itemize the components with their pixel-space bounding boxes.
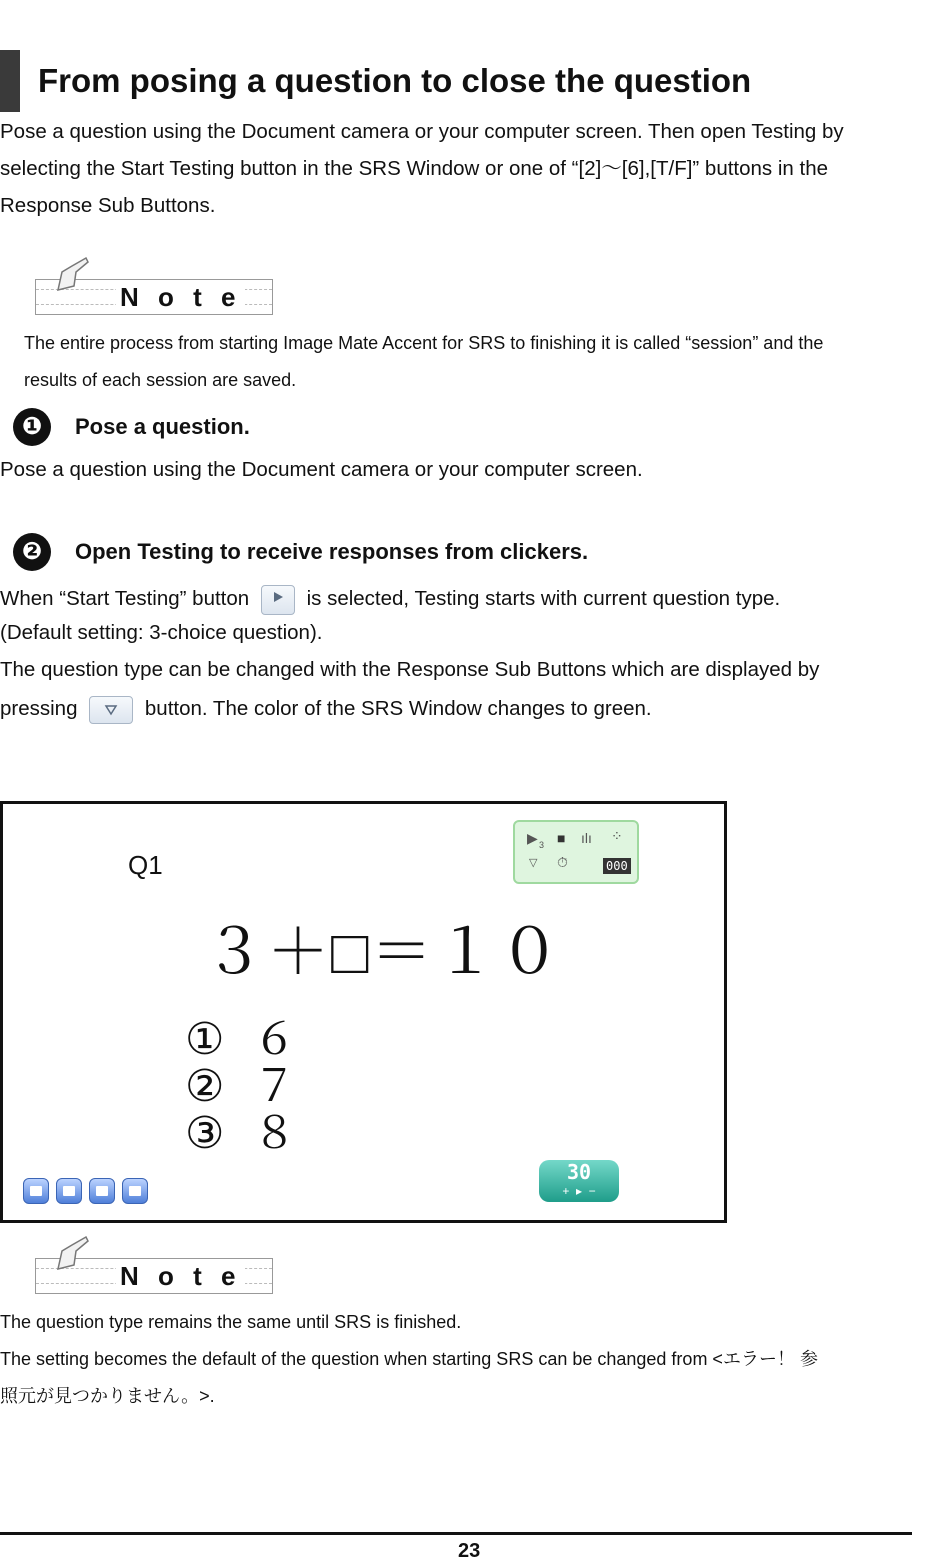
note2-line: The setting becomes the default of the question when starting SRS can be changed from <エラー！ 参: [0, 1349, 818, 1369]
step1-title: Pose a question.: [75, 414, 250, 439]
panel-stop-icon[interactable]: ■: [557, 830, 566, 846]
step2-line1-before: When “Start Testing” button: [0, 587, 250, 610]
footer-rule: [0, 1532, 912, 1535]
choice-item: [185, 1110, 296, 1157]
panel-play-icon[interactable]: ▶: [527, 830, 538, 846]
panel-timer-icon[interactable]: ⏱: [557, 854, 568, 870]
step1-number: ❶: [13, 408, 51, 446]
step2-line4-before: pressing: [0, 697, 78, 720]
play-icon: [271, 590, 285, 604]
note2-text: [0, 1304, 947, 1415]
step2-line3: The question type can be changed with the Response Sub Buttons which are displayed by: [0, 658, 820, 681]
section-heading: From posing a question to close the question: [38, 62, 752, 99]
choice-marker: ②: [185, 1062, 225, 1111]
choice-item: [185, 1016, 296, 1063]
toolbar-button[interactable]: [122, 1178, 148, 1204]
choice-marker: ③: [185, 1109, 225, 1158]
question-equation: ３＋□＝１０: [203, 918, 563, 987]
note1-text: [24, 325, 947, 399]
timer-controls[interactable]: + ▸ −: [562, 1184, 596, 1198]
choice-marker: ①: [185, 1015, 225, 1064]
step2-line1-after: is selected, Testing starts with current question type.: [306, 587, 781, 610]
start-testing-button[interactable]: [261, 585, 295, 615]
triangle-down-icon: [104, 704, 118, 716]
note1-line: results of each session are saved.: [24, 370, 297, 390]
note1-line: The entire process from starting Image Mate Accent for SRS to finishing it is called “session” and the: [24, 333, 824, 353]
heading-bar: [0, 50, 20, 112]
note-label: N o t e: [116, 280, 245, 314]
note-label: N o t e: [116, 1259, 245, 1293]
panel-response-counter: 000: [603, 858, 631, 874]
pointing-hand-icon: [52, 1235, 92, 1275]
panel-play-sub: 3: [539, 840, 545, 850]
step2-line2: (Default setting: 3-choice question).: [0, 621, 323, 644]
step1-body: Pose a question using the Document camera or your computer screen.: [0, 458, 643, 481]
toolbar-button[interactable]: [56, 1178, 82, 1204]
response-sub-buttons-toggle[interactable]: [89, 696, 133, 724]
intro-paragraph: [0, 113, 947, 224]
choice-list: [185, 1016, 296, 1157]
question-label: Q1: [128, 850, 163, 880]
step2-line4: [0, 690, 652, 727]
step2-number: ❷: [13, 533, 51, 571]
choice-value: ６: [252, 1015, 297, 1064]
step2-line1: [0, 580, 780, 617]
note2-line: 照元が見つかりません。>.: [0, 1386, 215, 1406]
intro-line: selecting the Start Testing button in the SRS Window or one of “[2]～[6],[T/F]” buttons in the: [0, 157, 829, 180]
timer-value: 30: [566, 1160, 592, 1184]
srs-window-panel: [513, 820, 639, 884]
choice-item: [185, 1063, 296, 1110]
toolbar-button[interactable]: [89, 1178, 115, 1204]
choice-value: ７: [252, 1062, 297, 1111]
toolbar-button[interactable]: [23, 1178, 49, 1204]
pointing-hand-icon: [52, 256, 92, 296]
srs-screenshot: [0, 801, 727, 1223]
step2-line4-after: button. The color of the SRS Window changes to green.: [144, 697, 652, 720]
note2-line: The question type remains the same until SRS is finished.: [0, 1312, 462, 1332]
page-number: 23: [458, 1540, 481, 1562]
panel-chart-icon[interactable]: ılı: [581, 830, 592, 846]
panel-spinner-icon: ⁘: [611, 828, 623, 844]
panel-triangle-icon[interactable]: ▽: [529, 857, 538, 869]
choice-value: ８: [252, 1109, 297, 1158]
countdown-timer[interactable]: [539, 1160, 619, 1202]
intro-line: Pose a question using the Document camera or your computer screen. Then open Testing by: [0, 120, 844, 143]
intro-line: Response Sub Buttons.: [0, 194, 216, 217]
step2-title: Open Testing to receive responses from clickers.: [75, 539, 589, 564]
